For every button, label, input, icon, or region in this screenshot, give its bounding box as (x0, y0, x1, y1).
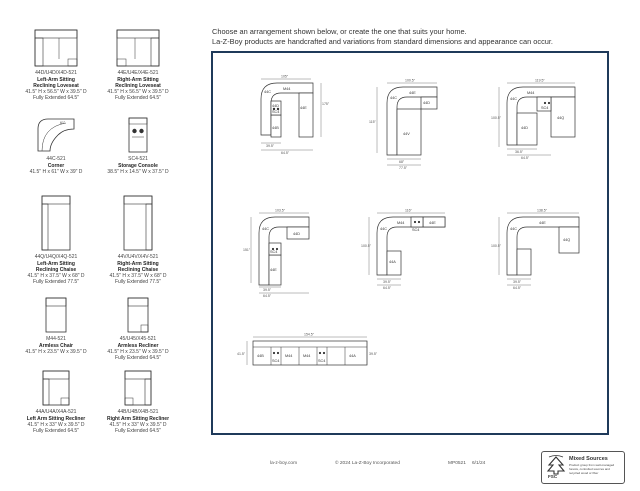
label-a5-4: 44E (429, 221, 436, 225)
label-a1-3: 44D (272, 104, 279, 108)
arrangement-2 (369, 79, 437, 171)
dim-sub: 39.5" (369, 352, 378, 356)
piece-name: Left Arm Sitting Recliner (26, 415, 86, 422)
left-arm-recliner-icon (42, 370, 70, 406)
storage-console-icon (128, 117, 148, 153)
armless-recliner-icon (127, 297, 149, 333)
dim-top: 119.5" (535, 78, 545, 83)
label-a6-1: 44E (539, 221, 546, 225)
arrangement-1 (261, 75, 330, 156)
label-a7-5: SC4 (318, 359, 326, 363)
piece-code: 44C-521 (46, 156, 66, 162)
piece-name: Right Arm Sitting Recliner (106, 415, 170, 422)
intro-line-2: La-Z-Boy products are handcrafted and variations from standard dimensions and appearance can occur. (212, 37, 553, 46)
label-a3-0: 44C (510, 97, 517, 101)
piece-extended: Fully Extended 64.5" (33, 94, 79, 101)
right-arm-recliner-icon (124, 370, 152, 406)
piece-dimensions: 41.5" H x 23.5" W x 39.5" D (107, 348, 169, 355)
piece-right-arm-loveseat (87, 29, 189, 101)
piece-storage-console (87, 117, 189, 175)
piece-name-2: Reclining Loveseat (33, 82, 79, 89)
piece-right-arm-chaise (87, 195, 189, 285)
label-a3-2: SC4 (541, 106, 549, 110)
piece-name: Corner (47, 162, 65, 169)
piece-dimensions: 41.5" H x 37.5" W x 68" D (27, 272, 85, 279)
piece-code: M44-521 (46, 336, 66, 342)
label-a3-1: M44 (527, 91, 535, 95)
label-a1-0: 44C (264, 90, 271, 94)
label-a1-4: SC4 (272, 110, 280, 114)
dim-top: 154.5" (304, 332, 315, 337)
fsc-description (569, 464, 623, 475)
label-a5-0: 44C (380, 227, 387, 231)
right-arm-loveseat-icon (116, 29, 160, 67)
label-a2-3: 44V (403, 132, 410, 136)
piece-dimensions: 41.5" H x 56.5" W x 39.5" D (25, 88, 87, 95)
dim-side: 100.5" (361, 244, 372, 248)
dim-side: 100.5" (491, 244, 502, 248)
label-a7-4: SC4 (272, 359, 280, 363)
label-a6-0: 44C (510, 227, 517, 231)
piece-dimensions: 38.5" H x 14.5" W x 37.5" D (107, 168, 169, 175)
piece-dimensions: 41.5" H x 33" W x 39.5" D (27, 421, 85, 428)
piece-extended: Fully Extended 64.5" (115, 427, 161, 434)
piece-name-2: Reclining Loveseat (115, 82, 161, 89)
piece-name-2: Reclining Chaise (35, 266, 77, 273)
left-arm-chaise-icon (41, 195, 71, 251)
piece-code: SC4-521 (128, 156, 148, 162)
piece-code: 44E/U4E/X4E-521 (117, 70, 159, 76)
dim-top: 138.5" (537, 208, 548, 213)
piece-catalog (0, 0, 205, 460)
piece-code: 44Q/U4Q/X4Q-521 (34, 254, 78, 260)
armless-chair-icon (45, 297, 67, 333)
dim-top: 105" (281, 74, 289, 79)
label-a7-3: 44A (349, 354, 356, 358)
label-a2-1: 44D (423, 101, 430, 105)
arrangement-7 (237, 333, 378, 366)
label-a4-1: 44D (293, 232, 300, 236)
piece-name: Armless Chair (39, 342, 73, 349)
dim-side: 115" (369, 120, 376, 124)
dim-inner: 64.5" (383, 286, 392, 290)
label-a3-4: 44Q (557, 116, 565, 120)
dim-sub: 39.5" (383, 280, 392, 284)
label-a5-3: 44A (389, 260, 396, 264)
piece-name: Storage Console (118, 162, 158, 169)
dim-inner: 36.5" (515, 150, 524, 154)
label-a1-1: M44 (283, 87, 291, 91)
label-a4-2: SC4 (270, 250, 278, 254)
arrangement-5 (361, 209, 445, 291)
dim-sub: 39.5" (513, 280, 522, 284)
piece-extended: Fully Extended 77.5" (33, 278, 79, 285)
footer-copyright: © 2024 La-Z-Boy Incorporated (335, 461, 400, 466)
dim-sub: 39.5" (263, 288, 272, 292)
fsc-line-2: forests, controlled sources and (569, 466, 610, 471)
arrangement-4 (243, 209, 309, 299)
label-a4-0: 44C (262, 227, 269, 231)
piece-name-2: Reclining Chaise (117, 266, 159, 273)
piece-code: 45/U45/X45-521 (119, 336, 157, 342)
footer-doc-id: MP0521 (448, 461, 466, 466)
footer-date: 6/1/24 (472, 461, 486, 466)
fsc-badge (541, 451, 625, 484)
left-arm-loveseat-icon (34, 29, 78, 67)
fsc-line-1: Product group from well-managed (569, 463, 615, 467)
fsc-title: Mixed Sources (569, 456, 608, 462)
label-a1-5: 44B (272, 126, 279, 130)
piece-dimensions: 41.5" H x 56.5" W x 39.5" D (107, 88, 169, 95)
arrangement-3 (491, 79, 575, 161)
label-a2-2: 44E (409, 91, 416, 95)
piece-extended: Fully Extended 64.5" (115, 94, 161, 101)
label-a7-1: M44 (285, 354, 293, 358)
piece-name: Right-Arm Sitting (117, 260, 159, 267)
dim-sub: 64.5" (521, 156, 530, 160)
piece-dimensions: 41.5" H x 37.5" W x 68" D (109, 272, 167, 279)
dim-top: 100.5" (405, 78, 416, 83)
label-a6-2: 44Q (563, 238, 571, 242)
intro-text (212, 27, 632, 47)
piece-code: 44A/U4A/X4A-521 (35, 409, 77, 415)
dim-sub: 77.5" (399, 166, 408, 170)
arrangement-6 (491, 209, 579, 291)
dim-side: 41.5" (237, 352, 246, 356)
label-a7-2: M44 (303, 354, 311, 358)
piece-right-arm-recliner (87, 370, 189, 434)
label-a2-0: 44C (390, 96, 397, 100)
piece-extended: Fully Extended 64.5" (33, 427, 79, 434)
dim-inner: 64.5" (513, 286, 522, 290)
footer-site[interactable]: la-z-boy.com (270, 461, 298, 466)
dim-side: 175" (322, 102, 330, 106)
label-a5-2: SC4 (412, 228, 420, 232)
fsc-logo-text: FSC (548, 474, 558, 479)
dim-side: 151" (243, 248, 251, 252)
dim-top: 116" (405, 208, 412, 213)
piece-name: Armless Recliner (117, 342, 159, 349)
piece-dimensions: 41.5" H x 61" W x 39" D (29, 168, 83, 175)
dim-inner: 68" (399, 160, 405, 164)
right-arm-chaise-icon (123, 195, 153, 251)
fsc-line-3: recycled wood or fiber (569, 470, 599, 475)
piece-name: Left-Arm Sitting (37, 260, 75, 267)
piece-name: Left-Arm Sitting (37, 76, 75, 83)
intro-line-1: Choose an arrangement shown below, or create the one that suits your home. (212, 27, 467, 36)
label-a5-1: M44 (397, 221, 405, 225)
arrangements-diagram (211, 51, 609, 435)
dim-inner: 64.5" (263, 294, 272, 298)
label-a3-3: 44D (521, 126, 528, 130)
piece-code: 44D/U4D/X4D-521 (35, 70, 77, 76)
piece-extended: Fully Extended 77.5" (115, 278, 161, 285)
label-a7-0: 44B (257, 354, 264, 358)
piece-code: 44V/U4V/X4V-521 (117, 254, 159, 260)
dim-inner: 64.5" (281, 151, 290, 155)
dim-side: 100.5" (491, 116, 502, 120)
corner-width-label: 61" (60, 121, 66, 125)
corner-wedge-icon (36, 117, 76, 153)
dim-sub: 39.5" (266, 144, 275, 148)
piece-dimensions: 41.5" H x 23.5" W x 39.5" D (25, 348, 87, 355)
label-a4-3: 44E (270, 268, 277, 272)
piece-dimensions: 41.5" H x 33" W x 39.5" D (109, 421, 167, 428)
label-a1-2: 44E (300, 106, 307, 110)
piece-code: 44B/U4B/X4B-521 (117, 409, 159, 415)
piece-armless-recliner (87, 297, 189, 361)
piece-extended: Fully Extended 64.5" (115, 354, 161, 361)
dim-top: 103.5" (275, 208, 286, 213)
piece-name: Right-Arm Sitting (117, 76, 159, 83)
